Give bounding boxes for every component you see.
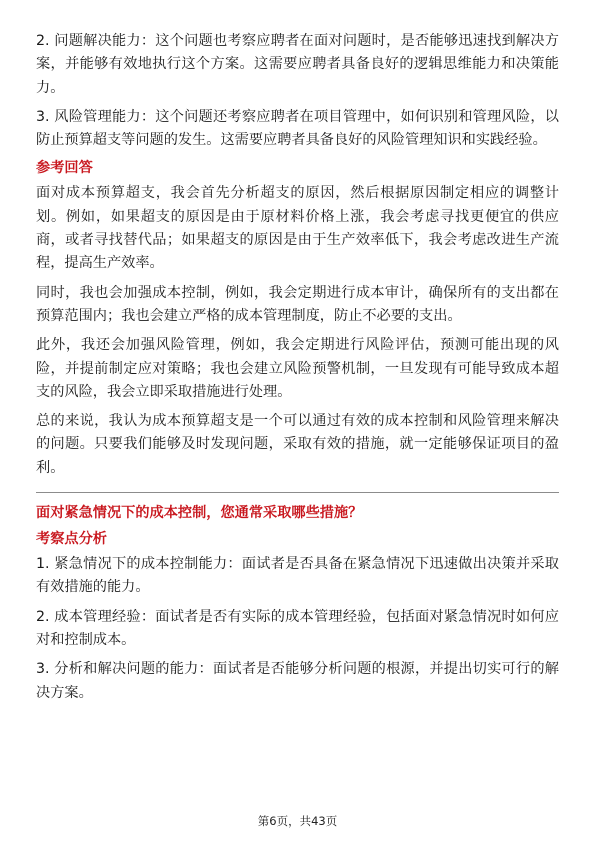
analysis-point-1: 1. 紧急情况下的成本控制能力：面试者是否具备在紧急情况下迅速做出决策并采取有效措施的能力。 <box>36 556 559 596</box>
analysis-point-2: 2. 成本管理经验：面试者是否有实际的成本管理经验，包括面对紧急情况时如何应对和控制成本。 <box>36 608 559 648</box>
reference-paragraph-1: 面对成本预算超支，我会首先分析超支的原因，然后根据原因制定相应的调整计划。例如，如果超支的原因是由于原材料价格上涨，我会考虑寻找更便宜的供应商，或者寻找替代品；如果超支的原因是由于生产效率低下，我会考虑改进生产流程，提高生产效率。 <box>36 185 559 272</box>
section-divider <box>36 492 559 493</box>
analysis-point-3: 3. 分析和解决问题的能力：面试者是否能够分析问题的根源，并提出切实可行的解决方案。 <box>36 661 559 701</box>
reference-paragraph-4: 总的来说，我认为成本预算超支是一个可以通过有效的成本控制和风险管理来解决的问题。只要我们能够及时发现问题，采取有效的措施，就一定能够保证项目的盈利。 <box>36 413 559 476</box>
page-number: 第6页，共43页 <box>257 814 338 828</box>
reference-answer-heading: 参考回答 <box>36 160 93 177</box>
reference-paragraph-3: 此外，我还会加强风险管理，例如，我会定期进行风险评估，预测可能出现的风险，并提前制定应对策略；我也会建立风险预警机制，一旦发现有可能导致成本超支的风险，我会立即采取措施进行处理。 <box>36 337 559 400</box>
reference-paragraph-2: 同时，我也会加强成本控制，例如，我会定期进行成本审计，确保所有的支出都在预算范围内；我也会建立严格的成本管理制度，防止不必要的支出。 <box>36 284 559 324</box>
top-point-3: 3. 风险管理能力：这个问题还考察应聘者在项目管理中，如何识别和管理风险，以防止预算超支等问题的发生。这需要应聘者具备良好的风险管理知识和实践经验。 <box>36 108 559 149</box>
analysis-heading: 考察点分析 <box>36 531 107 548</box>
page-content <box>36 30 559 711</box>
top-point-2: 2. 问题解决能力：这个问题也考察应聘者在面对问题时，是否能够迅速找到解决方案，并能够有效地执行这个方案。这需要应聘者具备良好的逻辑思维能力和决策能力。 <box>36 33 559 96</box>
question-title: 面对紧急情况下的成本控制，您通常采取哪些措施？ <box>36 505 363 522</box>
